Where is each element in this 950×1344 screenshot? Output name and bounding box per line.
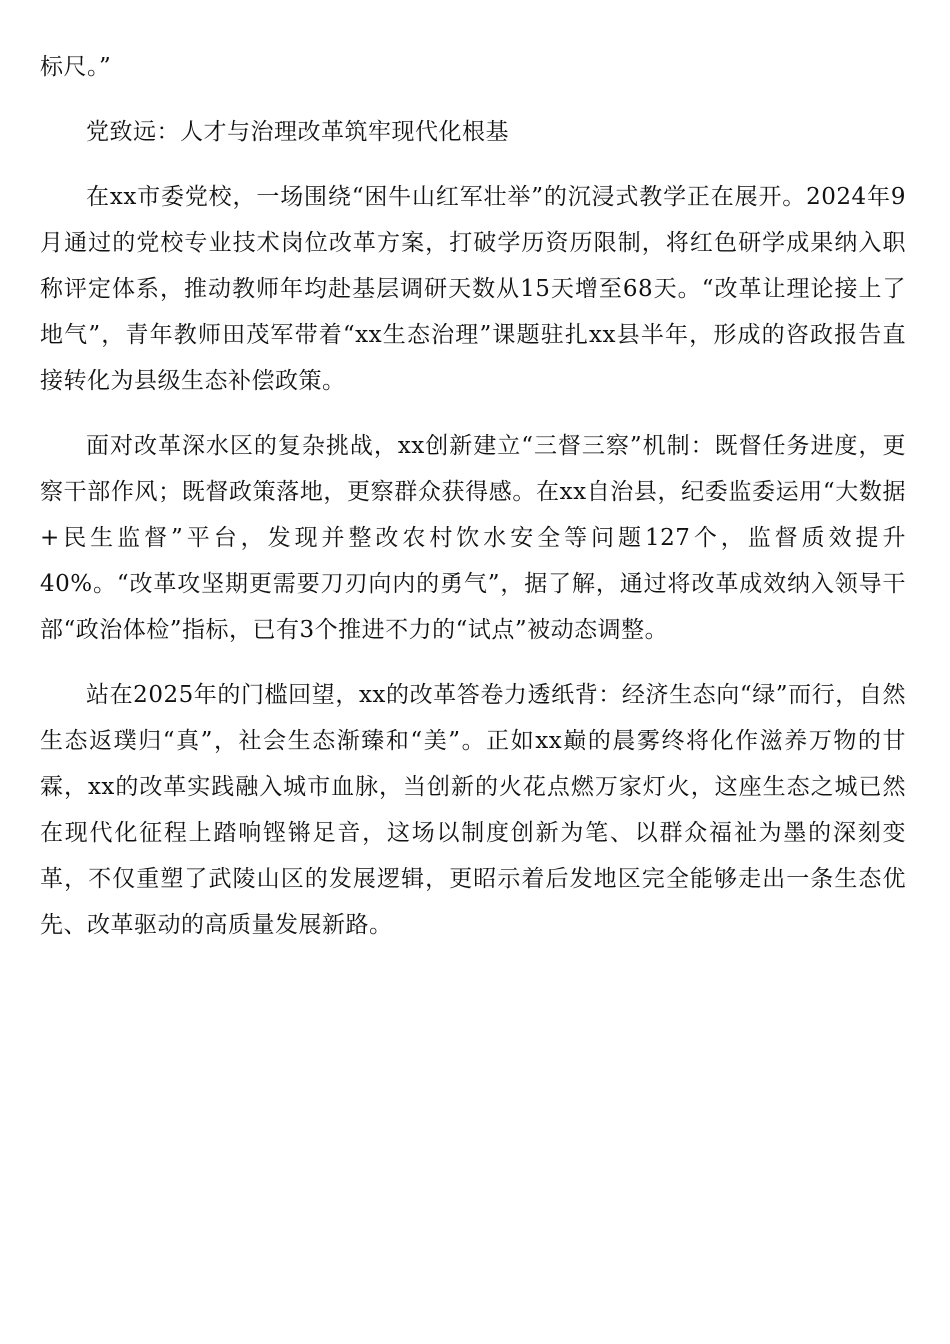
paragraph-continuation: 标尺。” xyxy=(40,54,112,80)
document-body xyxy=(40,44,906,967)
section-heading: 党致远：人才与治理改革筑牢现代化根基 xyxy=(86,119,509,145)
paragraph-party-school: 在xx市委党校，一场围绕“困牛山红军壮举”的沉浸式教学正在展开。2024年9月通过的党校专业技术岗位改革方案，打破学历资历限制，将红色研学成果纳入职称评定体系，推动教师年均赴基层调研天数从15天增至68天。“改革让理论接上了地气”，青年教师田茂军带着“xx生态治理”课题驻扎xx县半年，形成的咨政报告直接转化为县级生态补偿政策。 xyxy=(40,184,906,394)
paragraph-conclusion: 站在2025年的门槛回望，xx的改革答卷力透纸背：经济生态向“绿”而行，自然生态返璞归“真”，社会生态渐臻和“美”。正如xx巅的晨雾终将化作滋养万物的甘霖，xx的改革实践融入城市血脉，当创新的火花点燃万家灯火，这座生态之城已然在现代化征程上踏响铿锵足音，这场以制度创新为笔、以群众福祉为墨的深刻变革，不仅重塑了武陵山区的发展逻辑，更昭示着后发地区完全能够走出一条生态优先、改革驱动的高质量发展新路。 xyxy=(40,682,906,938)
paragraph-supervision: 面对改革深水区的复杂挑战，xx创新建立“三督三察”机制：既督任务进度，更察干部作风；既督政策落地，更察群众获得感。在xx自治县，纪委监委运用“大数据+民生监督”平台，发现并整改农村饮水安全等问题127个，监督质效提升40%。“改革攻坚期更需要刀刃向内的勇气”，据了解，通过将改革成效纳入领导干部“政治体检”指标，已有3个推进不力的“试点”被动态调整。 xyxy=(40,433,906,643)
